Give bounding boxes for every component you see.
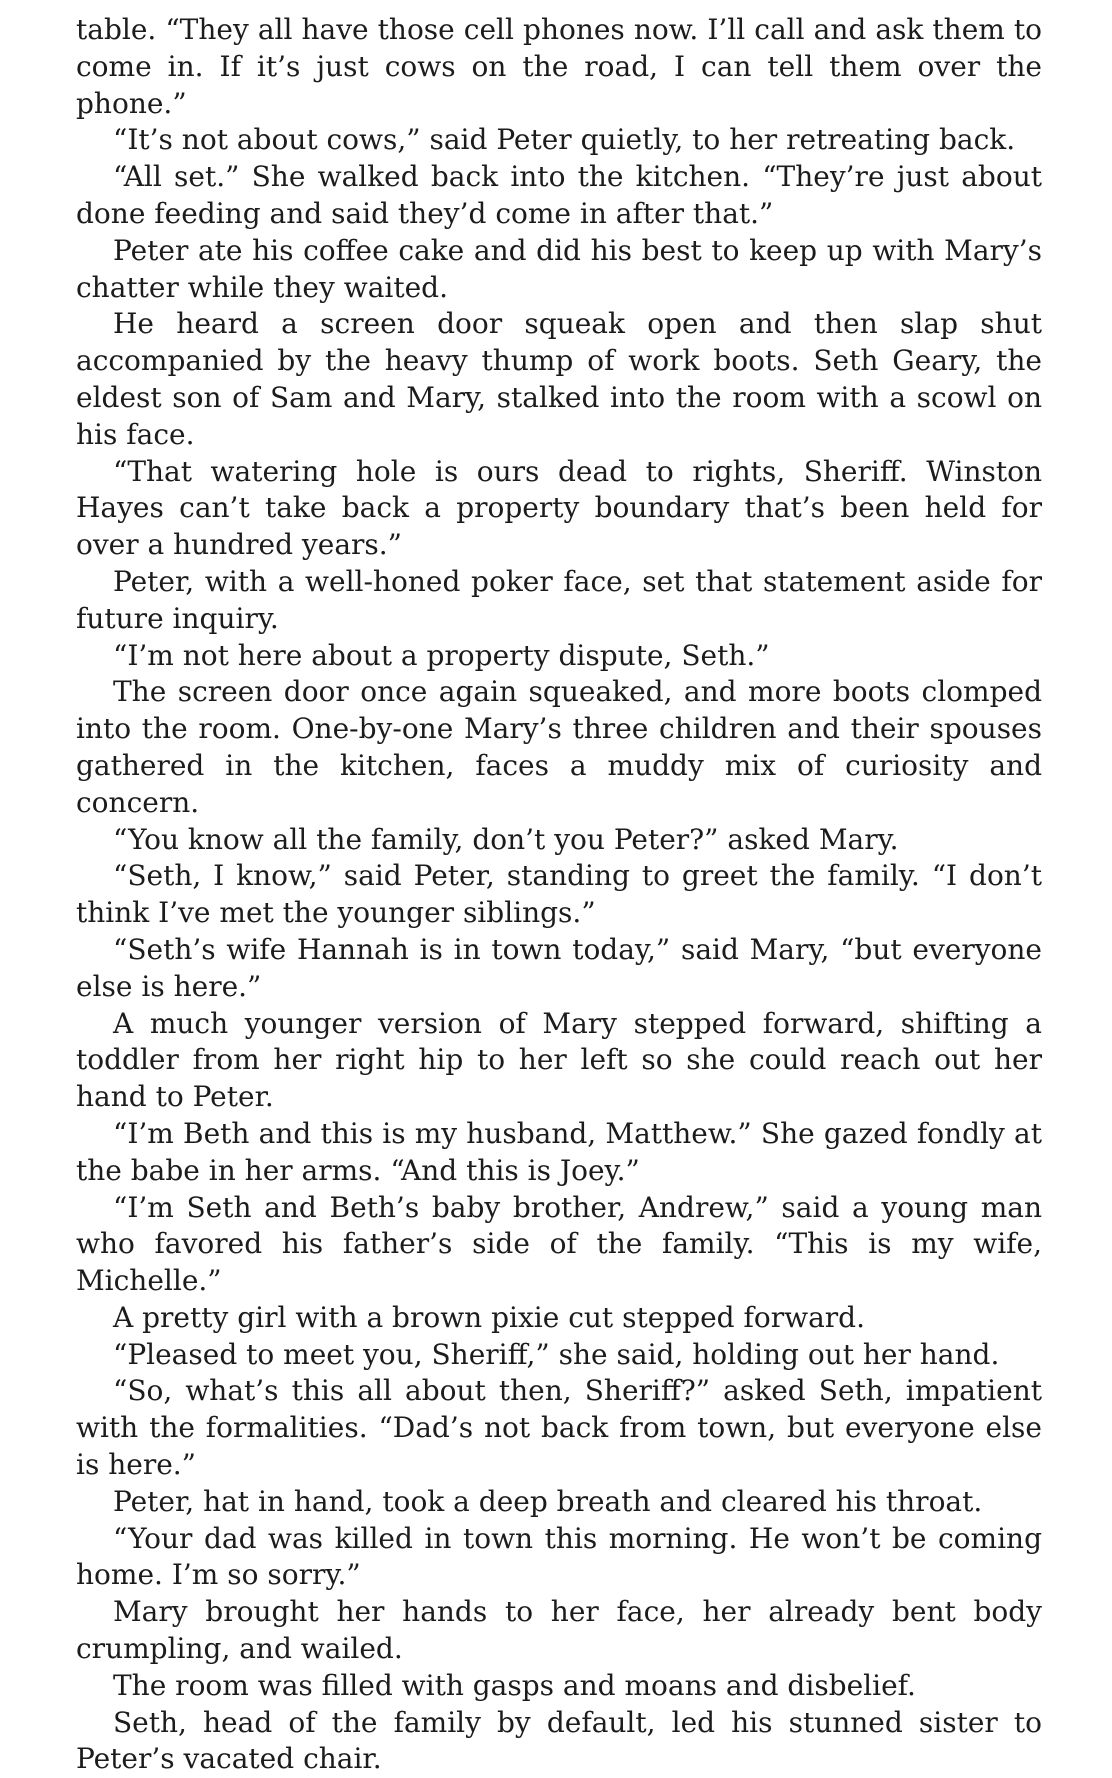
- paragraph: A much younger version of Mary stepped forward, shifting a toddler from her right hip to her left so she could reach out her hand to Peter.: [76, 1006, 1042, 1114]
- paragraph: “You know all the family, don’t you Peter?” asked Mary.: [113, 822, 899, 856]
- paragraph: Peter ate his coffee cake and did his best to keep up with Mary’s chatter while they waited.: [76, 233, 1042, 304]
- paragraph: He heard a screen door squeak open and then slap shut accompanied by the heavy thump of work boots. Seth Geary, the eldest son of Sam and Mary, stalked into the room with a scowl on his face.: [76, 307, 1042, 451]
- book-page: [76, 12, 1042, 1778]
- paragraph: “It’s not about cows,” said Peter quietly, to her retreating back.: [113, 123, 1016, 157]
- paragraph: “Seth’s wife Hannah is in town today,” said Mary, “but everyone else is here.”: [76, 932, 1042, 1003]
- paragraph: “Pleased to meet you, Sheriff,” she said, holding out her hand.: [113, 1337, 1000, 1371]
- paragraph: “That watering hole is ours dead to rights, Sheriff. Winston Hayes can’t take back a property boundary that’s been held for over a hundred years.”: [76, 454, 1042, 562]
- paragraph: Peter, hat in hand, took a deep breath and cleared his throat.: [113, 1484, 983, 1518]
- paragraph: Peter, with a well-honed poker face, set that statement aside for future inquiry.: [76, 564, 1042, 635]
- paragraph: “I’m Seth and Beth’s baby brother, Andrew,” said a young man who favored his father’s side of the family. “This is my wife, Michelle.”: [76, 1190, 1042, 1298]
- paragraph: “I’m not here about a property dispute, Seth.”: [113, 638, 770, 672]
- paragraph: The room was filled with gasps and moans and disbelief.: [113, 1668, 916, 1702]
- paragraph: Seth, head of the family by default, led his stunned sister to Peter’s vacated chair.: [76, 1705, 1042, 1776]
- paragraph: “I’m Beth and this is my husband, Matthew.” She gazed fondly at the babe in her arms. “And this is Joey.”: [76, 1116, 1042, 1187]
- paragraph: “So, what’s this all about then, Sheriff?” asked Seth, impatient with the formalities. “Dad’s not back from town, but everyone else is here.”: [76, 1374, 1042, 1482]
- paragraph: “All set.” She walked back into the kitchen. “They’re just about done feeding and said they’d come in after that.”: [76, 160, 1042, 230]
- paragraph: A pretty girl with a brown pixie cut stepped forward.: [113, 1300, 865, 1334]
- paragraph: “Seth, I know,” said Peter, standing to greet the family. “I don’t think I’ve met the younger siblings.”: [76, 859, 1042, 930]
- paragraph: “Your dad was killed in town this morning. He won’t be coming home. I’m so sorry.”: [76, 1521, 1042, 1592]
- paragraph: The screen door once again squeaked, and more boots clomped into the room. One-by-one Mary’s three children and their spouses gathered in the kitchen, faces a muddy mix of curiosity and concern.: [76, 675, 1042, 819]
- paragraph: Mary brought her hands to her face, her already bent body crumpling, and wailed.: [76, 1595, 1042, 1666]
- paragraph-continued: table. “They all have those cell phones now. I’ll call and ask them to come in. If it’s just cows on the road, I can tell them over the phone.”: [76, 13, 1042, 120]
